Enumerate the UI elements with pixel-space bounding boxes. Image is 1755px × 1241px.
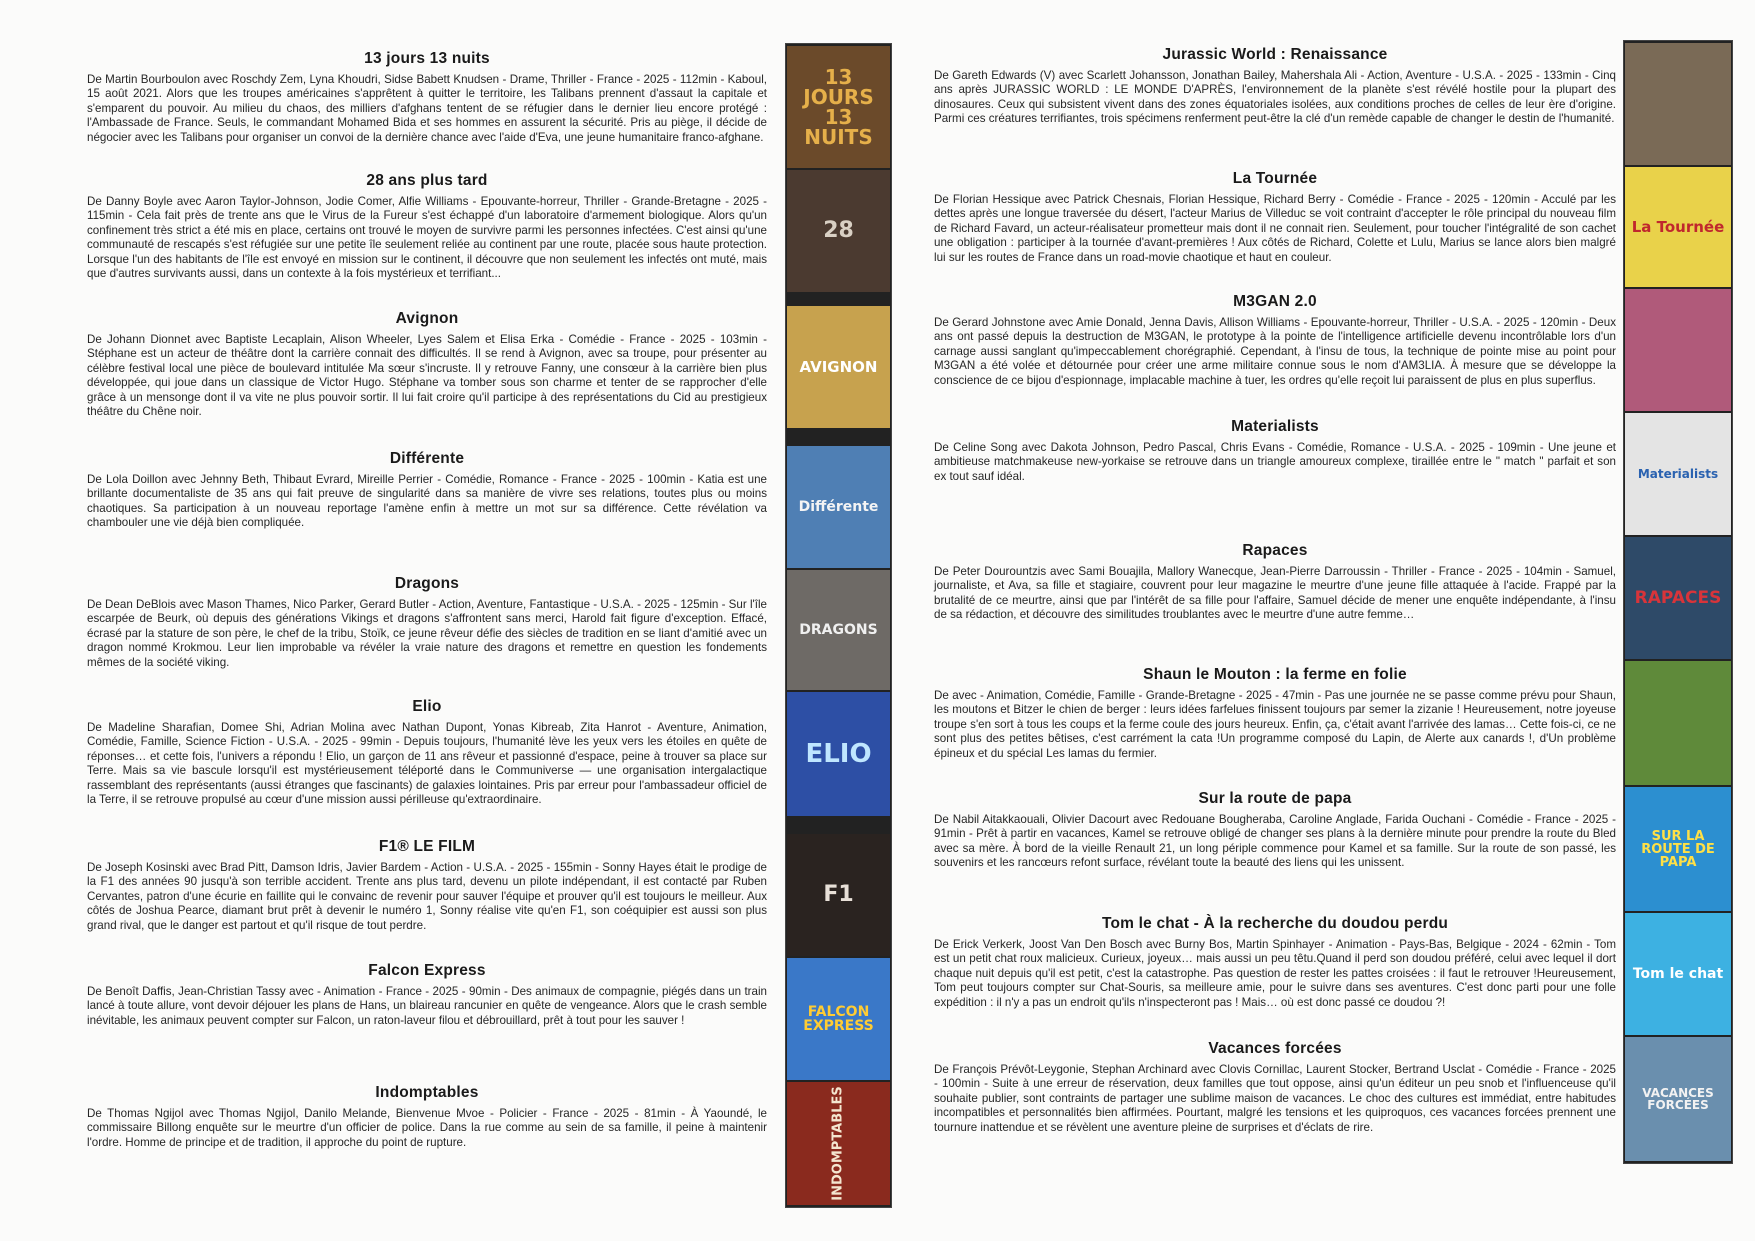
poster-title: VACANCES FORCÉES (1642, 1086, 1714, 1112)
film-synopsis: De Celine Song avec Dakota Johnson, Pedro Pascal, Chris Evans - Comédie, Romance - U.S.A. - 2025 - 109min - Une jeune et ambitieuse matchmakeuse new-yorkaise se retrouve dans un triangle amoureux complexe, tiraillée entre le " match " parfait et son ex tout sauf idéal. (934, 441, 1616, 483)
film-synopsis: De Thomas Ngijol avec Thomas Ngijol, Danilo Melande, Bienvenue Mvoe - Policier - France - 2025 - 81min - À Yaoundé, le commissaire Billong enquête sur le meurtre d'un officier de police. Dans la rue comme au sein de sa famille, il peine à maintenir l'ordre. Homme de principe et de tradition, il approche du point de rupture. (87, 1107, 767, 1149)
poster-title: Materialists (1637, 467, 1719, 481)
poster-materialists (1625, 413, 1731, 535)
poster-differente (787, 446, 890, 568)
poster-shaun-le-mouton (1625, 661, 1731, 785)
film-synopsis: De Peter Dourountzis avec Sami Bouajila, Mallory Wanecque, Jean-Pierre Darroussin - Thriller - France - 2025 - 104min - Samuel, journaliste, et Ava, sa fille et stagiaire, couvrent pour leur magazine le meurtre d'une jeune fille attaquée à l'acide. Frappé par la brutalité de ce meurtre, ainsi que par l'intérêt de sa fille pour l'affaire, Samuel décide de mener une enquête indépendante, à l'insu de sa rédaction, et découvre des similitudes troublantes avec le meurtre d'une autre femme… (934, 565, 1616, 622)
film-title: 28 ans plus tard (366, 172, 488, 189)
film-block (87, 575, 767, 670)
film-title: Différente (389, 450, 465, 467)
film-title: Sur la route de papa (1198, 790, 1352, 807)
poster-la-tournee (1625, 167, 1731, 287)
film-title: 13 jours 13 nuits (364, 50, 490, 67)
poster-title: SUR LA ROUTE DE PAPA (1641, 828, 1715, 870)
poster-elio (787, 692, 890, 816)
film-block (934, 46, 1616, 127)
film-title: M3GAN 2.0 (1233, 293, 1317, 310)
poster-strip-left (785, 43, 892, 1208)
poster-tom-le-chat (1625, 913, 1731, 1035)
film-block (934, 418, 1616, 484)
poster-title: INDOMPTABLES (831, 1086, 847, 1201)
poster-strip-right (1623, 40, 1733, 1164)
poster-28-ans-plus-tard (787, 170, 890, 292)
film-synopsis: De Johann Dionnet avec Baptiste Lecaplain, Alison Wheeler, Lyes Salem et Elisa Erka - Comédie - France - 2025 - 103min - Stéphane est un acteur de théâtre dont la carrière connait des difficultés. Il se rend à Avignon, avec sa troupe, pour présenter au célèbre festival local une pièce de boulevard intitulée Ma sœur s'incruste. Il y retrouve Fanny, une consœur à la carrière bien plus développée, qui joue dans un classique de Victor Hugo. Stéphane va tomber sous son charme et tenter de se rapprocher d'elle grâce à un mensonge dont il va vite ne plus pouvoir sortir. Il lui fait croire qu'il participe à des représentations du Cid au prestigieux théâtre du Chêne noir. (87, 333, 767, 419)
film-synopsis: De François Prévôt-Leygonie, Stephan Archinard avec Clovis Cornillac, Laurent Stocker, Bertrand Usclat - Comédie - France - 2025 - 100min - Suite à une erreur de réservation, deux familles que tout oppose, ainsi qu'un éditeur un peu snob et l'influenceuse qu'il souhaite publier, sont contraints de partager une sublime maison de vacances. Le choc des cultures est immédiat, entre habitudes incompatibles et personnalités bien affirmées. Pourtant, malgré les tensions et les quiproquos, ces vacances forcées prennent une tournure inattendue et se révèlent une aventure pleine de surprises et d'éclats de rire. (934, 1063, 1616, 1134)
film-synopsis: De Danny Boyle avec Aaron Taylor-Johnson, Jodie Comer, Alfie Williams - Epouvante-horreur, Thriller - Grande-Bretagne - 2025 - 115min - Cela fait près de trente ans que le Virus de la Fureur s'est échappé d'un laboratoire d'armement biologique. Alors qu'un confinement très strict a été mis en place, certains ont trouvé le moyen de survivre parmi les personnes infectées. C'est ainsi qu'une communauté de rescapés s'est réfugiée sur une petite île seulement reliée au continent par une route, placée sous haute protection. Lorsque l'un des habitants de l'île est envoyé en mission sur le continent, il découvre que non seulement les infectés ont muté, mais que d'autres survivants aussi, dans un contexte à la fois mystérieux et terrifiant... (87, 195, 767, 281)
film-title: F1® LE FILM (378, 838, 476, 855)
film-title: Materialists (1231, 418, 1319, 435)
film-block (934, 666, 1616, 761)
film-block (934, 915, 1616, 1010)
film-block (87, 698, 767, 807)
film-title: Vacances forcées (1208, 1040, 1342, 1057)
film-title: Rapaces (1242, 542, 1308, 559)
poster-title: AVIGNON (799, 357, 878, 376)
film-block (87, 838, 767, 933)
film-block (934, 790, 1616, 871)
film-block (934, 542, 1616, 623)
poster-title: FALCON EXPRESS (803, 1004, 874, 1034)
poster-title: DRAGONS (799, 622, 878, 638)
poster-dragons (787, 570, 890, 690)
film-synopsis: De Gerard Johnstone avec Amie Donald, Jenna Davis, Allison Williams - Epouvante-horreur, Thriller - U.S.A. - 2025 - 120min - Deux ans ont passé depuis la destruction de M3GAN, le prototype à la pointe de l'intelligence artificielle devenu incontrôlable lors d'un carnage aussi sanglant qu'impeccablement chorégraphié. Cependant, à l'insu de tous, la technique de pointe mise au point pour M3GAN a été volée et détournée pour créer une arme militaire connue sous le nom d'AM3LIA. À mesure que se développe la conscience de ce bijou d'espionnage, implacable machine à tuer, les ordres qu'elle reçoit lui paraissent de plus en plus superflus. (934, 316, 1616, 387)
poster-title: 28 (823, 218, 854, 243)
film-synopsis: De Madeline Sharafian, Domee Shi, Adrian Molina avec Nathan Dupont, Yonas Kibreab, Zita Hanrot - Aventure, Animation, Comédie, Famille, Science Fiction - U.S.A. - 2025 - 99min - Depuis toujours, l'humanité lève les yeux vers les étoiles en quête de réponses… et cette fois, l'univers a répondu ! Elio, un garçon de 11 ans rêveur et passionné d'espace, peine à trouver sa place sur Terre. Mais sa vie bascule lorsqu'il est mystérieusement téléporté dans le Communiverse — une organisation intergalactique rassemblant des représentants (aussi étranges que fascinants) de galaxies lointaines. Pris par erreur pour l'ambassadeur officiel de la Terre, il se retrouve propulsé au cœur d'une mission aussi périlleuse qu'extraordinaire. (87, 721, 767, 807)
film-block (87, 172, 767, 281)
film-block (87, 1084, 767, 1150)
film-title: Falcon Express (368, 962, 486, 979)
poster-title: Tom le chat (1632, 966, 1724, 982)
poster-f1 (787, 834, 890, 956)
poster-avignon (787, 306, 890, 428)
film-synopsis: De Dean DeBlois avec Mason Thames, Nico Parker, Gerard Butler - Action, Aventure, Fantastique - U.S.A. - 2025 - 125min - Sur l'île escarpée de Beurk, où depuis des générations Vikings et dragons s'affrontent sans merci, Harold fait figure d'exception. Effacé, écrasé par la stature de son père, le chef de la tribu, Stoïk, ce jeune rêveur défie des siècles de tradition en se liant d'amitié avec un dragon nommé Krokmou. Leur lien improbable va révéler la vraie nature des dragons et remettre en question les fondements mêmes de la société viking. (87, 598, 767, 669)
poster-title: RAPACES (1634, 587, 1722, 608)
film-synopsis: De Gareth Edwards (V) avec Scarlett Johansson, Jonathan Bailey, Mahershala Ali - Action, Aventure - U.S.A. - 2025 - 133min - Cinq ans après JURASSIC WORLD : LE MONDE D'APRÈS, l'environnement de la planète s'est révélé hostile pour la plupart des dinosaures. Ceux qui subsistent vivent dans des zones équatoriales isolées, aux conditions proches de celles de leur ère d'origine. Parmi ces créatures terrifiantes, trois spécimens renferment peut-être la clé d'un remède capable de changer le destin de l'humanité. (934, 69, 1616, 126)
film-block (934, 293, 1616, 388)
poster-jurassic-world (1625, 43, 1731, 165)
film-block (87, 962, 767, 1028)
film-synopsis: De Erick Verkerk, Joost Van Den Bosch avec Burny Bos, Martin Spinhayer - Animation - Pays-Bas, Belgique - 2024 - 62min - Tom est un petit chat roux malicieux. Curieux, joyeux… mais aussi un peu têtu.Quand il perd son doudou préféré, celui avec lequel il dort chaque nuit depuis qu'il est petit, c'est la catastrophe. Pas question de rester les pattes croisées : il faut le retrouver !Heureusement, Tom peut toujours compter sur Chat-Souris, sa meilleure amie, pour le suivre dans ses aventures. C'est donc parti pour une folle expédition : il n'y a pas un endroit qu'ils n'inspecteront pas ! Mais… où est donc passé ce doudou ?! (934, 938, 1616, 1009)
film-title: Dragons (394, 575, 460, 592)
film-title: Tom le chat - À la recherche du doudou perdu (1101, 915, 1449, 932)
film-synopsis: De Joseph Kosinski avec Brad Pitt, Damson Idris, Javier Bardem - Action - U.S.A. - 2025 - 155min - Sonny Hayes était le prodige de la F1 des années 90 jusqu'à son terrible accident. Trente ans plus tard, devenu un pilote indépendant, il est contacté par Ruben Cervantes, patron d'une écurie en faillite qui le convainc de revenir pour sauver l'équipe et prouver qu'il est toujours le meilleur. Aux côtés de Joshua Pearce, diamant brut prêt à devenir le numéro 1, Sonny réalise vite qu'en F1, son coéquipier est aussi son plus grand rival, que le danger est partout et qu'il risque de tout perdre. (87, 861, 767, 932)
poster-indomptables (787, 1082, 890, 1205)
film-block (87, 310, 767, 419)
film-block (87, 50, 767, 145)
poster-13-jours-13-nuits (787, 46, 890, 168)
film-title: La Tournée (1232, 170, 1318, 187)
poster-title: F1 (823, 882, 854, 907)
poster-vacances-forcees (1625, 1037, 1731, 1161)
film-synopsis: De Lola Doillon avec Jehnny Beth, Thibaut Evrard, Mireille Perrier - Comédie, Romance - France - 2025 - 100min - Katia est une brillante documentaliste de 35 ans qui fait preuve de singularité dans sa manière de vivre ses relations, toutes plus ou moins chaotiques. Sa participation à un nouveau reportage l'amène enfin à mettre un mot sur sa différence. Cette révélation va chambouler une vie déjà bien compliquée. (87, 473, 767, 530)
film-block (87, 450, 767, 531)
film-block (934, 170, 1616, 265)
film-block (934, 1040, 1616, 1135)
film-title: Elio (412, 698, 442, 715)
film-synopsis: De Benoît Daffis, Jean-Christian Tassy avec - Animation - France - 2025 - 90min - Des animaux de compagnie, piégés dans un train lancé à toute allure, vont devoir déjouer les plans de Hans, un blaireau rancunier en quête de vengeance. Alors que le crash semble inévitable, les animaux peuvent compter sur Falcon, un raton-laveur filou et débrouillard, prêt à tout pour les sauver ! (87, 985, 767, 1027)
film-title: Shaun le Mouton : la ferme en folie (1143, 666, 1407, 683)
poster-title: ELIO (805, 739, 872, 769)
film-title: Avignon (395, 310, 459, 327)
film-synopsis: De Nabil Aitakkaouali, Olivier Dacourt avec Redouane Bougheraba, Caroline Anglade, Farida Ouchani - Comédie - France - 2025 - 91min - Prêt à partir en vacances, Kamel se retrouve obligé de changer ses plans à la dernière minute pour prendre la route du Bled avec sa mère. À bord de la vieille Renault 21, un long périple commence pour Kamel et sa famille. Sur la route de son passé, les souvenirs et les rancœurs refont surface, révélant toute la beauté des liens qui les unissent. (934, 813, 1616, 870)
poster-rapaces (1625, 537, 1731, 659)
film-synopsis: De Florian Hessique avec Patrick Chesnais, Florian Hessique, Richard Berry - Comédie - France - 2025 - 120min - Acculé par les dettes après une longue traversée du désert, l'acteur Marius de Villeduc se voit contraint d'accepter le rôle principal du nouveau film de Richard Favard, un acteur-réalisateur prometteur mais dont il ne connait rien. Seulement, pour toucher l'intégralité de son cachet une obligation : participer à la tournée d'avant-premières ! Aux côtés de Richard, Colette et Lulu, Marius se lance alors bien malgré lui sur les routes de France dans un road-movie chaotique et haut en couleur. (934, 193, 1616, 264)
poster-m3gan (1625, 289, 1731, 411)
film-synopsis: De avec - Animation, Comédie, Famille - Grande-Bretagne - 2025 - 47min - Pas une journée ne se passe comme prévu pour Shaun, les moutons et Bitzer le chien de berger : leurs idées farfelues finissent toujours par semer la zizanie ! Heureusement, notre joyeuse troupe s'en sort à tous les coups et la ferme coule des jours heureux. Enfin, ça, c'était avant l'arrivée des lamas… Cette fois-ci, ce ne sont plus des petites bêtises, c'est carrément la cata !Un programme composé du Lapin, de Alerte aux canards !, d'Un problème épineux et du spécial Les lamas du fermier. (934, 689, 1616, 760)
poster-title: La Tournée (1631, 217, 1725, 236)
film-title: Indomptables (375, 1084, 479, 1101)
poster-title: Différente (798, 499, 879, 515)
poster-title: 13 JOURS 13 NUITS (803, 65, 874, 149)
poster-sur-la-route-de-papa (1625, 787, 1731, 911)
poster-falcon-express (787, 958, 890, 1080)
film-title: Jurassic World : Renaissance (1162, 46, 1388, 63)
film-synopsis: De Martin Bourboulon avec Roschdy Zem, Lyna Khoudri, Sidse Babett Knudsen - Drame, Thriller - France - 2025 - 112min - Kaboul, 15 août 2021. Alors que les troupes américaines s'apprêtent à quitter le territoire, les Talibans prennent d'assaut la capitale et s'emparent du pouvoir. Au milieu du chaos, des milliers d'afghans tentent de se réfugier dans le dernier lieu encore protégé : l'Ambassade de France. Seuls, le commandant Mohamed Bida et ses hommes en assurent la sécurité. Pris au piège, il décide de négocier avec les Talibans pour organiser un convoi de la dernière chance avec l'aide d'Eva, une jeune humanitaire franco-afghane. (87, 73, 767, 144)
